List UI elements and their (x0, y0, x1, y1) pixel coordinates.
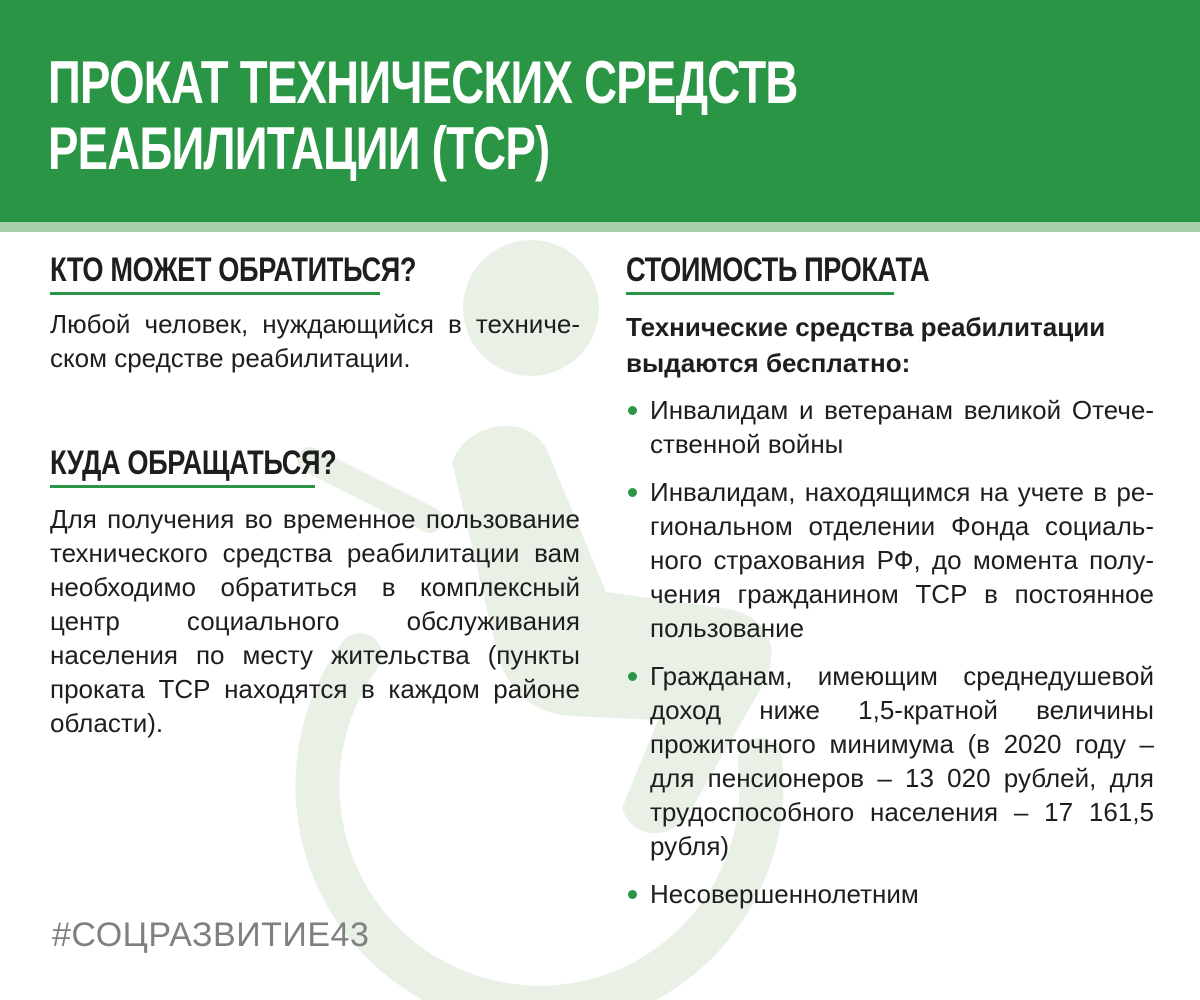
list-item (626, 393, 1154, 461)
free-subtitle: Технические средства реабилитации выдаются бесплатно: (626, 312, 1106, 378)
bullet-dot-icon (628, 672, 637, 681)
title-line-1: ПРОКАТ ТЕХНИЧЕСКИХ СРЕДСТВ (48, 49, 798, 116)
where-heading: КУДА ОБРАЩАТЬСЯ? (50, 445, 315, 488)
who-text: Любой человек, нуждающийся в техническом средстве реабилитации. (50, 309, 580, 373)
list-item-text: Гражданам, имеющим среднедушевой доход ниже 1,5-кратной величины прожиточного минимума (в 2020 году – для пенсионеров – 13 020 рублей, для трудоспособного населения – 17 161,5 рубля) (650, 661, 1154, 861)
list-item (626, 659, 1154, 863)
list-item-text: Несовершеннолетним (650, 879, 919, 909)
cost-heading: СТОИМОСТЬ ПРОКАТА (626, 252, 894, 295)
where-text: Для получения во временное пользование технического средства реабилитации вам необходимо обратиться в комплексный центр социального обслуживания населения по месту жительства (пункты проката ТСР находятся в каждом районе области). (50, 504, 580, 738)
where-section (50, 445, 580, 740)
list-item (626, 475, 1154, 645)
who-heading: КТО МОЖЕТ ОБРАТИТЬСЯ? (50, 252, 380, 295)
eligible-list (626, 393, 1154, 911)
right-column (626, 252, 1154, 925)
list-item-text: Инвалидам, находящимся на учете в региональном отделении Фонда социального страхования РФ, до момента получения гражданином ТСР в постоянное пользование (650, 477, 1154, 643)
who-section (50, 252, 580, 375)
hashtag: #СОЦРАЗВИТИЕ43 (52, 916, 370, 954)
left-column (50, 252, 580, 740)
bullet-dot-icon (628, 890, 637, 899)
bullet-dot-icon (628, 488, 637, 497)
title-line-2: РЕАБИЛИТАЦИИ (ТСР) (48, 115, 550, 182)
list-item (626, 877, 1154, 911)
bullet-dot-icon (628, 406, 637, 415)
list-item-text: Инвалидам и ветеранам великой Отечественной войны (650, 395, 1154, 459)
